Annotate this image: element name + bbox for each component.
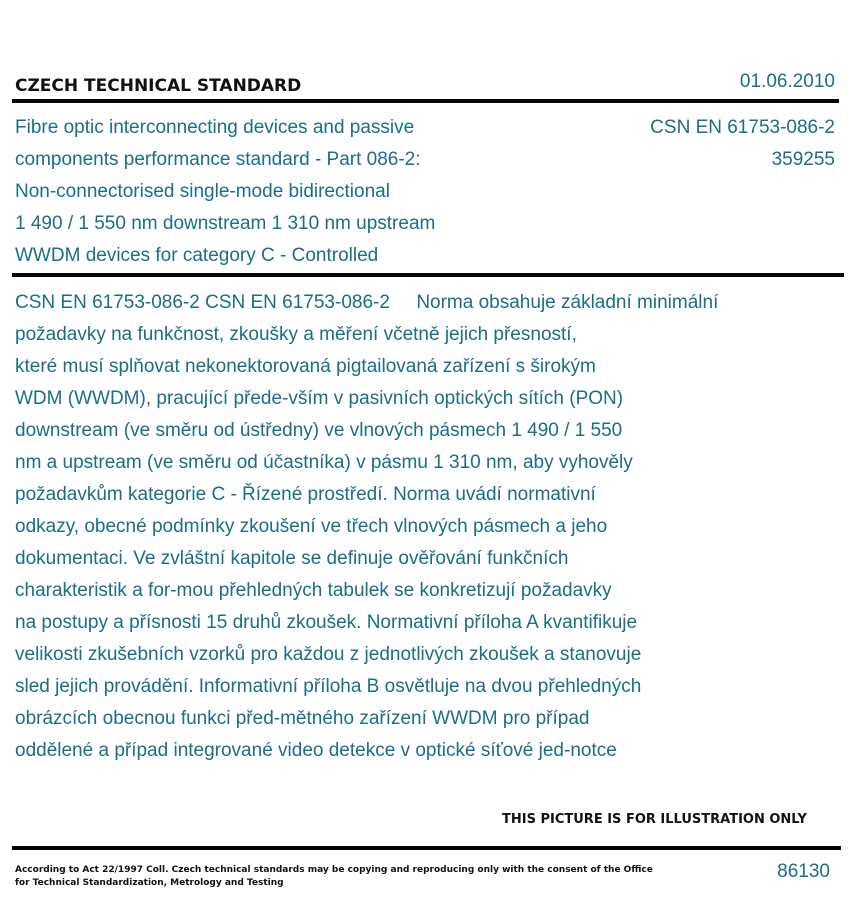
- illustration-notice: THIS PICTURE IS FOR ILLUSTRATION ONLY: [502, 812, 807, 827]
- abstract-line: obrázcích obecnou funkci před-mětného zařízení WWDM pro případ: [15, 708, 590, 729]
- abstract-line: nm a upstream (ve směru od účastníka) v pásmu 1 310 nm, aby vyhověly: [15, 452, 633, 473]
- abstract-line: CSN EN 61753-086-2 CSN EN 61753-086-2 Norma obsahuje základní minimální: [15, 292, 719, 313]
- document-title: [15, 112, 535, 272]
- publication-date: 01.06.2010: [739, 71, 835, 92]
- abstract-line: sled jejich provádění. Informativní příloha B osvětluje na dvou přehledných: [15, 676, 642, 697]
- abstract-line: velikosti zkušebních vzorků pro každou z jednotlivých zkoušek a stanovuje: [15, 644, 642, 665]
- abstract-line: na postupy a přísnosti 15 druhů zkoušek. Normativní příloha A kvantifikuje: [15, 612, 638, 633]
- copyright-line: for Technical Standardization, Metrology and Testing: [15, 878, 284, 888]
- abstract-line: downstream (ve směru od ústředny) ve vlnových pásmech 1 490 / 1 550: [15, 420, 623, 441]
- copyright-notice: [15, 864, 653, 890]
- header-divider: [12, 99, 839, 103]
- abstract-line: odkazy, obecné podmínky zkoušení ve třech vlnových pásmech a jeho: [15, 516, 608, 537]
- copyright-line: According to Act 22/1997 Coll. Czech technical standards may be copying and reproducing only with the consent of the Office: [15, 865, 653, 875]
- abstract-text: [15, 287, 845, 767]
- abstract-line: charakteristik a for-mou přehledných tabulek se konkretizují požadavky: [15, 580, 612, 601]
- title-line: Fibre optic interconnecting devices and passive: [15, 117, 415, 138]
- catalog-number: 359255: [771, 149, 835, 170]
- abstract-line: které musí splňovat nekonektorovaná pigtailovaná zařízení s širokým: [15, 356, 596, 377]
- title-line: components performance standard - Part 086-2:: [15, 149, 421, 170]
- product-number: 86130: [777, 861, 830, 882]
- abstract-line: oddělené a případ integrované video detekce v optické síťové jed-notce: [15, 740, 617, 761]
- title-line: Non-connectorised single-mode bidirectional: [15, 181, 390, 202]
- abstract-line: požadavkům kategorie C - Řízené prostředí. Norma uvádí normativní: [15, 484, 596, 505]
- abstract-line: požadavky na funkčnost, zkoušky a měření včetně jejich přesností,: [15, 324, 577, 345]
- abstract-line: WDM (WWDM), pracující přede-vším v pasivních optických sítích (PON): [15, 388, 624, 409]
- title-line: WWDM devices for category C - Controlled: [15, 245, 379, 266]
- standard-identifier: [650, 112, 835, 176]
- header-title: CZECH TECHNICAL STANDARD: [15, 76, 302, 96]
- abstract-line: dokumentaci. Ve zvláštní kapitole se definuje ověřování funkčních: [15, 548, 569, 569]
- title-divider: [12, 273, 844, 277]
- standard-code: CSN EN 61753-086-2: [650, 117, 835, 138]
- title-line: 1 490 / 1 550 nm downstream 1 310 nm upstream: [15, 213, 436, 234]
- footer-divider: [12, 846, 841, 850]
